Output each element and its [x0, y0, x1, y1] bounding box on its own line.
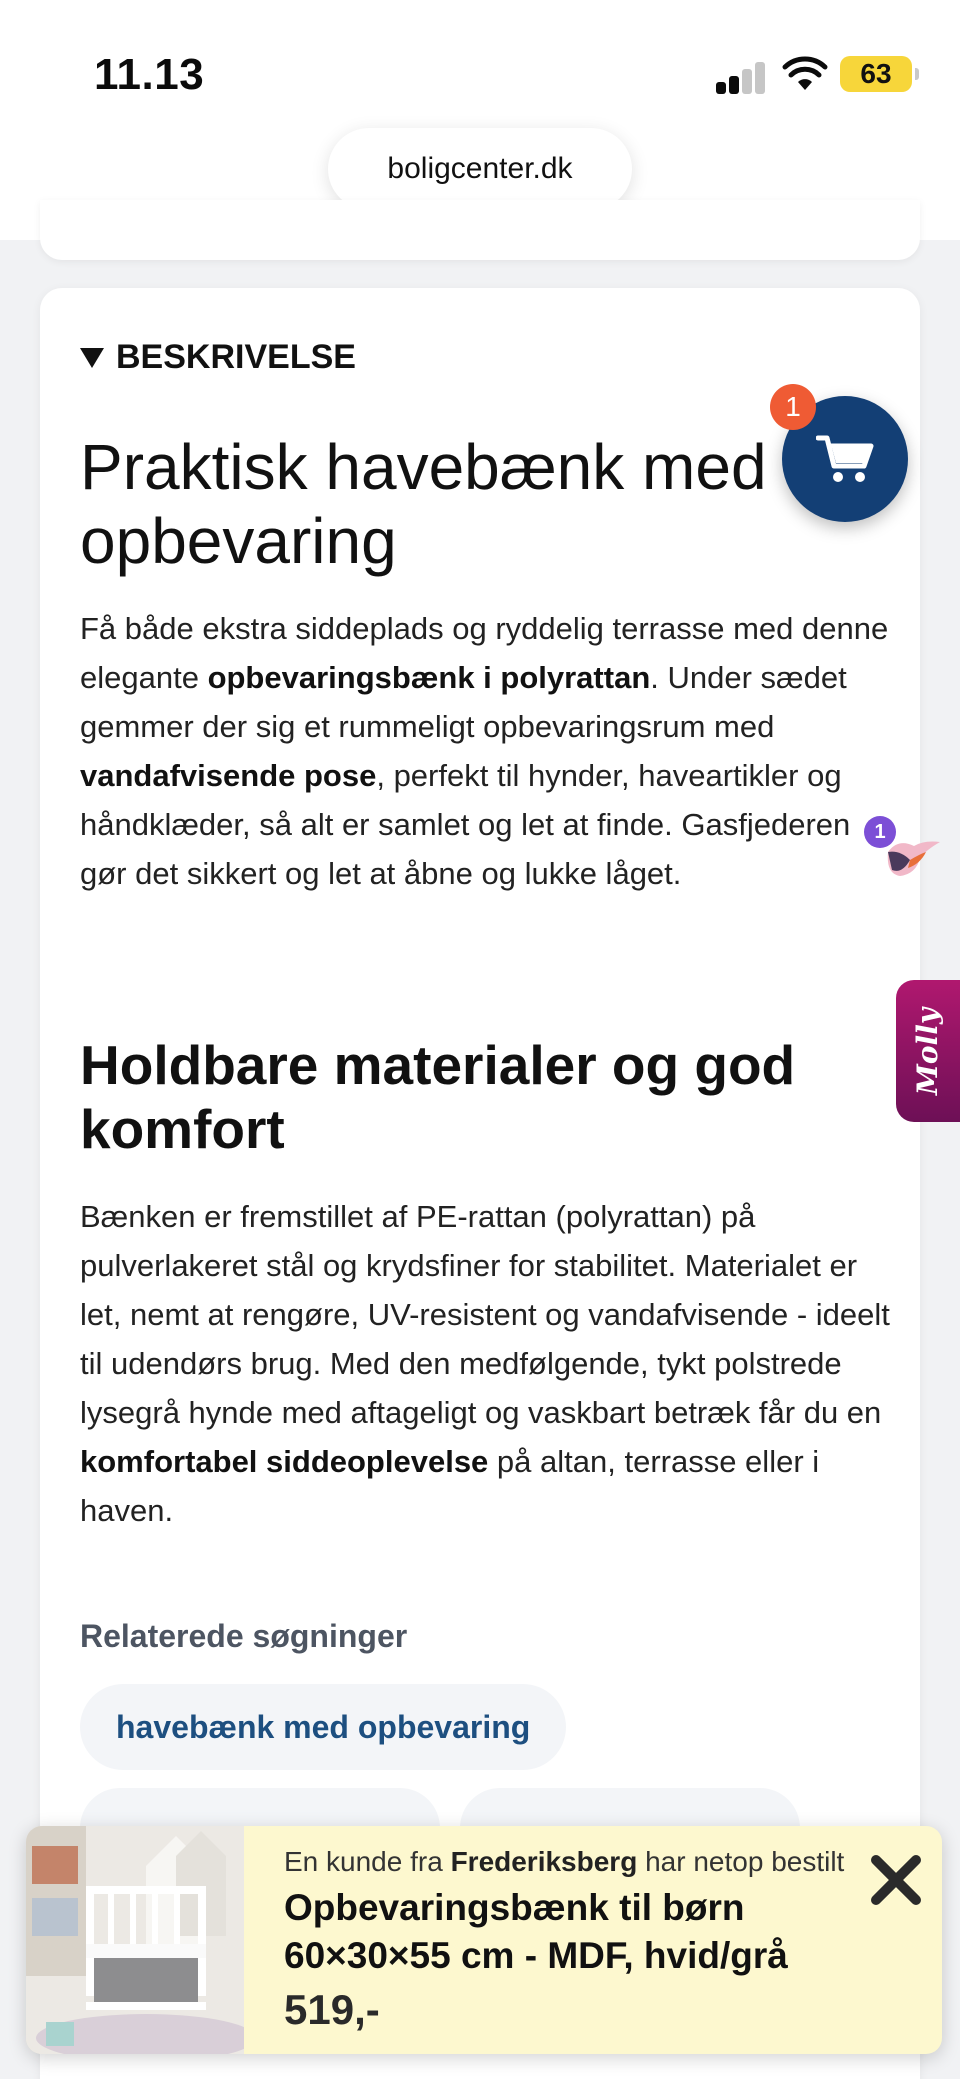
battery-indicator: 63 — [840, 56, 912, 92]
cart-count-badge: 1 — [770, 384, 816, 430]
close-icon[interactable] — [868, 1852, 924, 1908]
para1-bold-2: vandafvisende pose — [80, 758, 377, 793]
description-card — [40, 288, 920, 2079]
wifi-icon — [782, 56, 828, 92]
triangle-down-icon — [80, 348, 104, 368]
description-heading-line1: Praktisk havebænk med — [80, 431, 767, 503]
para2-text-1: Bænken er fremstillet af PE-rattan (polyrattan) på pulverlakeret stål og krydsfiner for stabilitet. Materialet er let, nemt at rengøre, UV-resistent og vandafvisende - ideelt til udendørs brug. Med den medfølgende, tykt polstrede lysegrå hynde med aftageligt og vaskbart betræk får du en — [80, 1199, 890, 1430]
para2-bold-1: komfortabel siddeoplevelse — [80, 1444, 489, 1479]
toast-prefix: En kunde fra — [284, 1846, 451, 1877]
cart-icon — [816, 434, 874, 484]
product-thumbnail — [26, 1826, 244, 2054]
materials-heading-line1: Holdbare materialer og god — [80, 1034, 796, 1096]
status-time: 11.13 — [94, 50, 205, 99]
materials-heading-line2: komfort — [80, 1098, 285, 1160]
cellular-signal-icon — [716, 60, 766, 94]
description-paragraph-2 — [80, 1192, 900, 1535]
toast-customer-line — [284, 1846, 844, 1878]
assistant-badge: 1 — [864, 816, 896, 848]
previous-section-card — [40, 200, 920, 260]
materials-heading — [80, 1033, 900, 1161]
address-bar[interactable]: boligcenter.dk — [328, 128, 632, 210]
toast-title-line2: 60×30×55 cm - MDF, hvid/grå — [284, 1935, 788, 1976]
toast-price: 519,- — [284, 1986, 380, 2033]
para2-text-2: på altan, terrasse eller i haven. — [80, 1444, 820, 1528]
description-toggle-label: BESKRIVELSE — [116, 338, 356, 376]
para1-text-1: Få både ekstra siddeplads og ryddelig terrasse med denne elegante — [80, 611, 889, 695]
para1-text-3: , perfekt til hynder, haveartikler og håndklæder, så alt er samlet og let at finde. Gasfjederen gør det sikkert og let at åbne og lukke låget. — [80, 758, 851, 891]
para1-text-2: . Under sædet gemmer der sig et rummeligt opbevaringsrum med — [80, 660, 847, 744]
molly-chat-tab[interactable] — [896, 980, 960, 1122]
recent-order-toast[interactable] — [26, 1826, 942, 2054]
toast-city: Frederiksberg — [450, 1846, 638, 1877]
para1-bold-1: opbevaringsbænk i polyrattan — [207, 660, 651, 695]
toast-title-line1: Opbevaringsbænk til børn — [284, 1887, 745, 1928]
molly-tab-label: Molly — [911, 1007, 945, 1095]
related-search-chip[interactable]: havebænk med opbevaring — [80, 1684, 566, 1770]
description-heading-line2: opbevaring — [80, 505, 397, 577]
description-toggle[interactable] — [80, 338, 356, 377]
toast-product-title — [284, 1884, 884, 1980]
description-paragraph-1 — [80, 604, 900, 898]
description-heading — [80, 430, 900, 578]
toast-suffix: har netop bestilt — [637, 1846, 845, 1877]
related-searches-label: Relaterede søgninger — [80, 1618, 408, 1654]
